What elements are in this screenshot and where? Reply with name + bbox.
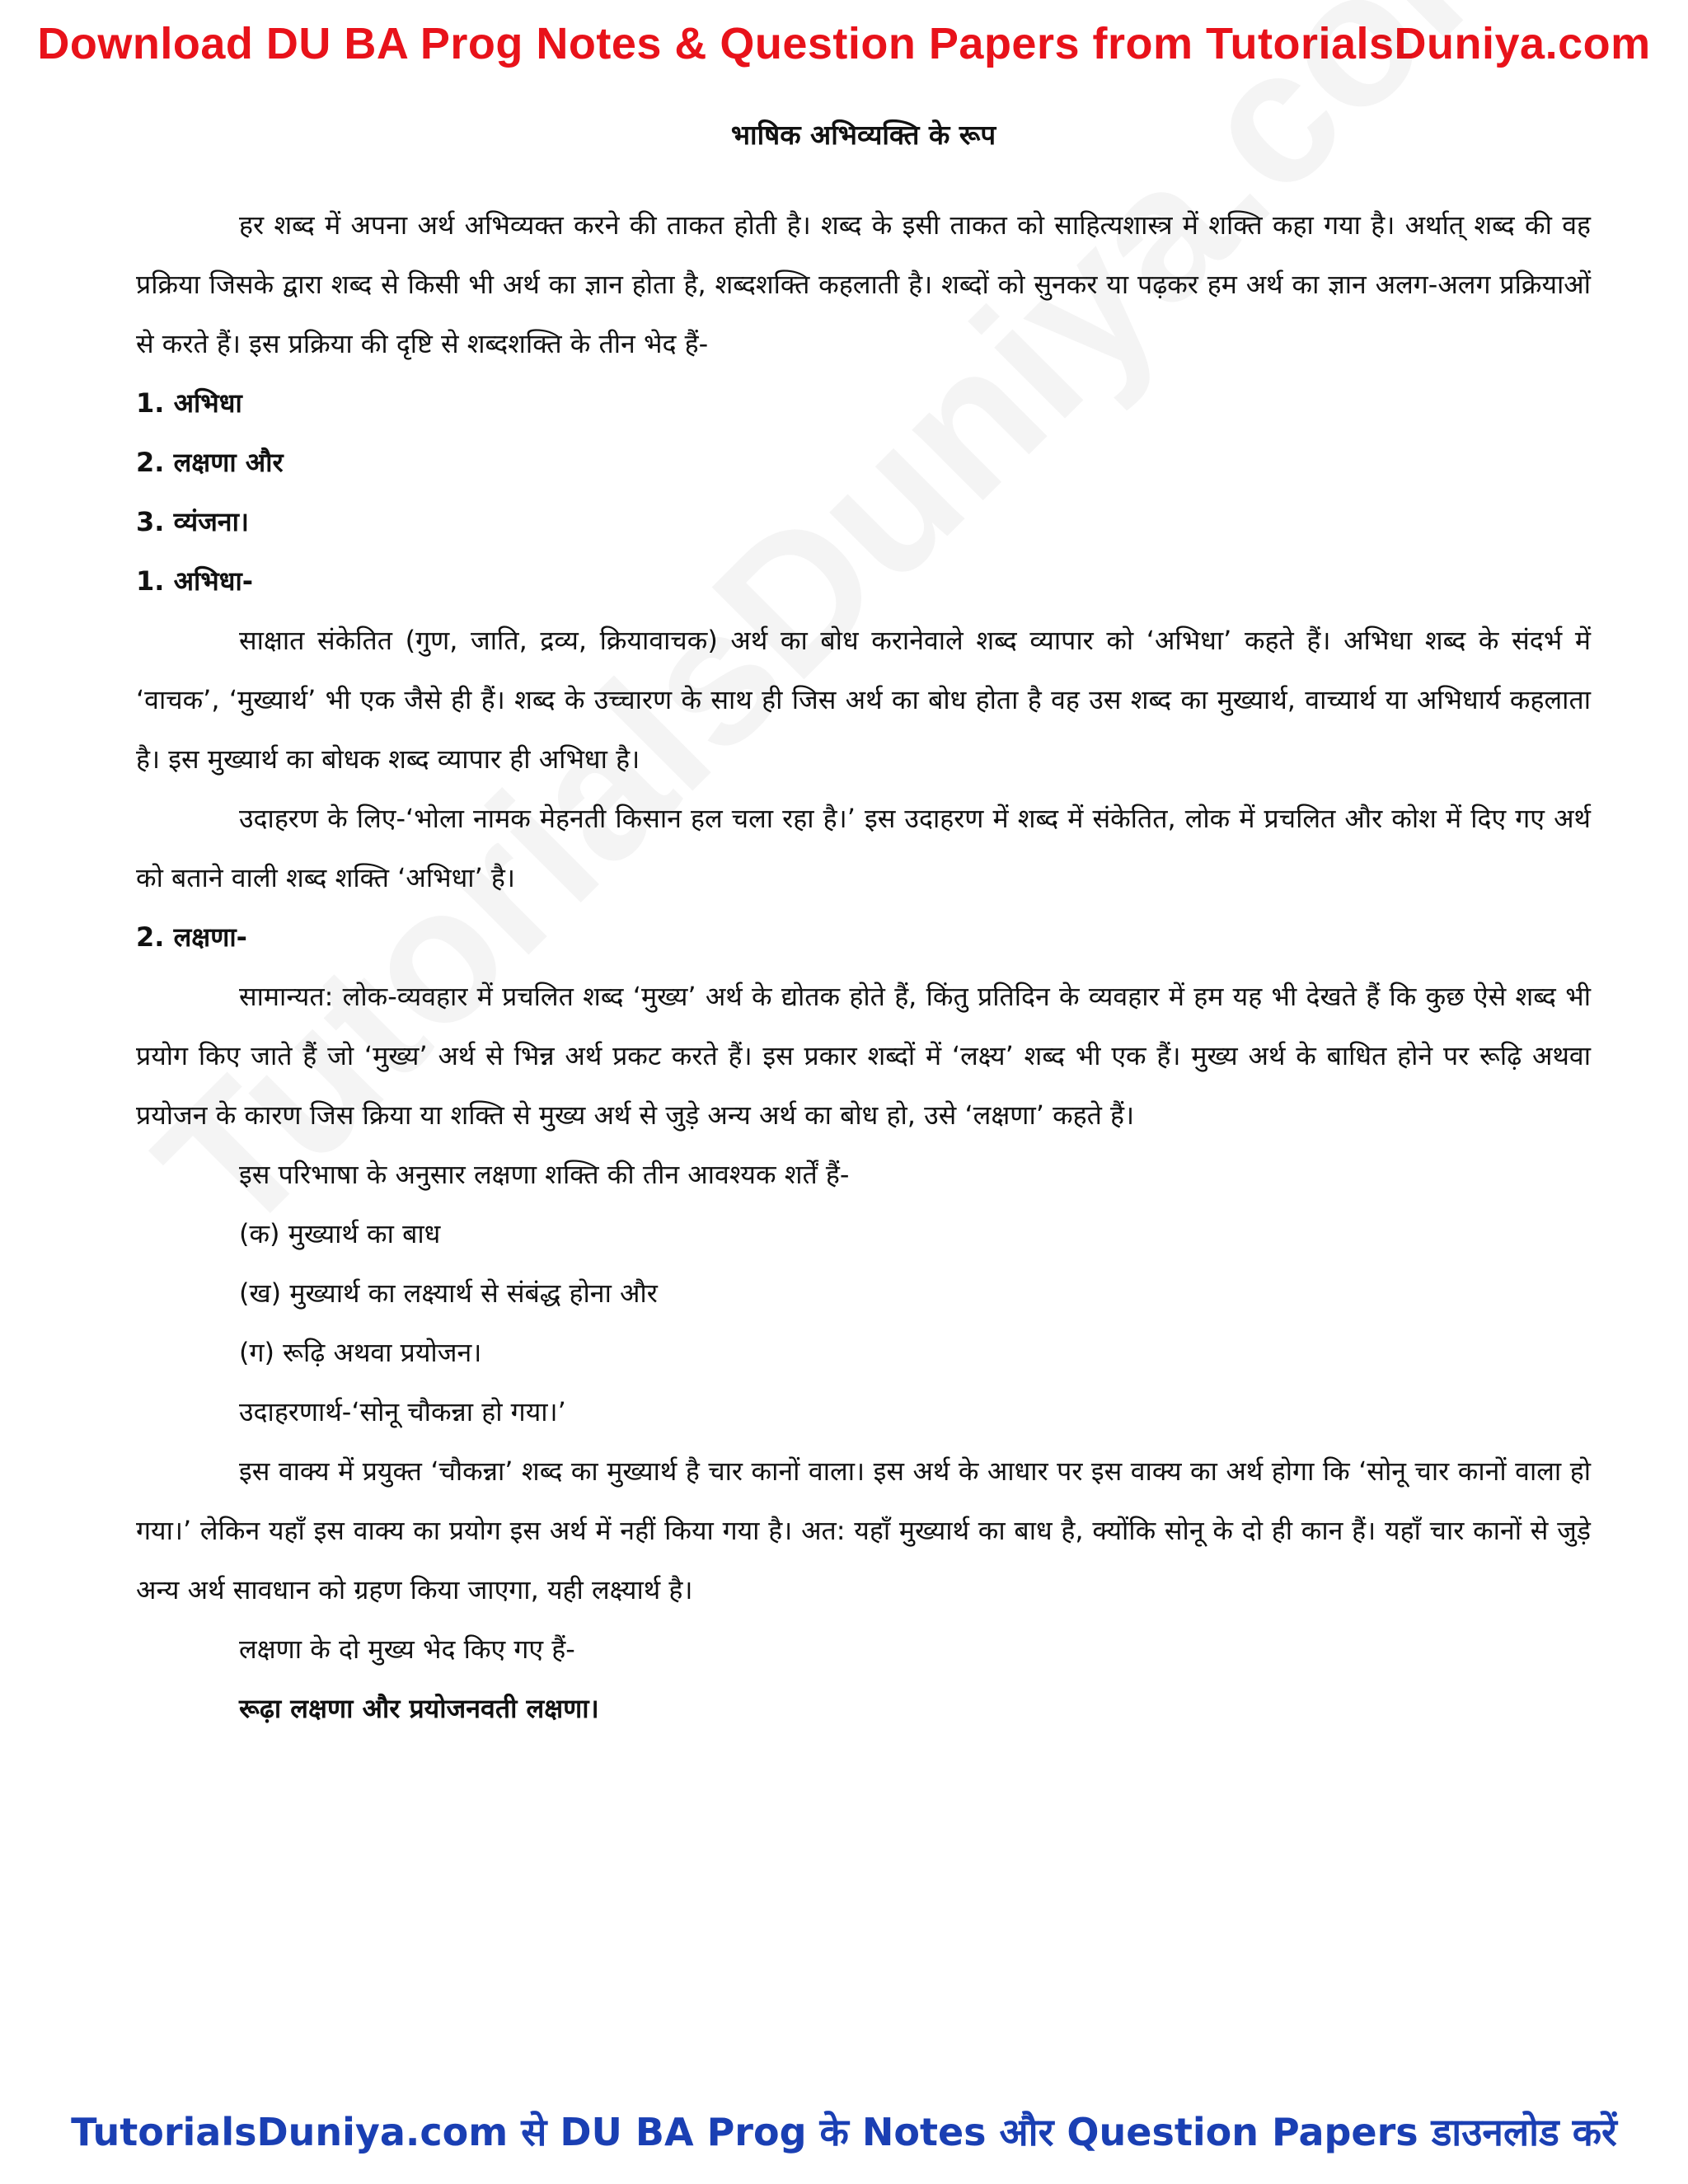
section-heading-lakshana: 2. लक्षणा-: [136, 921, 247, 953]
lakshana-paragraph-2: इस वाक्य में प्रयुक्त ‘चौकन्ना’ शब्द का मुख्यार्थ है चार कानों वाला। इस अर्थ के आधार पर इस वाक्य का अर्थ होगा कि ‘सोनू चार कानों वाला हो गया।’ लेकिन यहाँ इस वाक्य का प्रयोग इस अर्थ में नहीं किया गया है। अत: यहाँ मुख्यार्थ का बाध है, क्योंकि सोनू के दो ही कान हैं। यहाँ चार कानों से जुड़े अन्य अर्थ सावधान को ग्रहण किया जाएगा, यही लक्ष्यार्थ है।: [136, 1455, 1591, 1605]
condition-item: (क) मुख्यार्थ का बाध: [239, 1218, 441, 1249]
section-heading-abhidha: 1. अभिधा-: [136, 565, 254, 597]
list-item-abhidha: 1. अभिधा: [136, 387, 242, 419]
example-line: उदाहरणार्थ-‘सोनू चौकन्ना हो गया।’: [239, 1396, 566, 1427]
abhidha-paragraph-2: उदाहरण के लिए-‘भोला नामक मेहनती किसान हल चला रहा है।’ इस उदाहरण में शब्द में संकेतित, लोक में प्रचलित और कोश में दिए गए अर्थ को बताने वाली शब्द शक्ति ‘अभिधा’ है।: [136, 803, 1591, 893]
conditions-intro: इस परिभाषा के अनुसार लक्षणा शक्ति की तीन आवश्यक शर्तें हैं-: [239, 1159, 850, 1190]
footer-banner[interactable]: TutorialsDuniya.com से DU BA Prog के Notes और Question Papers डाउनलोड करें: [71, 2110, 1617, 2154]
condition-item: (ख) मुख्यार्थ का लक्ष्यार्थ से संबंद्ध होना और: [239, 1277, 658, 1309]
header-banner[interactable]: Download DU BA Prog Notes & Question Papers from TutorialsDuniya.com: [37, 19, 1651, 68]
intro-paragraph: हर शब्द में अपना अर्थ अभिव्यक्त करने की ताकत होती है। शब्द के इसी ताकत को साहित्यशास्त्र में शक्ति कहा गया है। अर्थात् शब्द की वह प्रक्रिया जिसके द्वारा शब्द से किसी भी अर्थ का ज्ञान होता है, शब्दशक्ति कहलाती है। शब्दों को सुनकर या पढ़कर हम अर्थ का ज्ञान अलग-अलग प्रक्रियाओं से करते हैं। इस प्रक्रिया की दृष्टि से शब्दशक्ति के तीन भेद हैं-: [136, 209, 1591, 359]
list-item-vyanjana: 3. व्यंजना।: [136, 506, 249, 537]
types-intro: लक्षणा के दो मुख्य भेद किए गए हैं-: [239, 1633, 575, 1665]
condition-item: (ग) रूढ़ि अथवा प्रयोजन।: [239, 1337, 482, 1368]
document-body: [136, 115, 1591, 1738]
lakshana-paragraph-1: सामान्यत: लोक-व्यवहार में प्रचलित शब्द ‘मुख्य’ अर्थ के द्योतक होते हैं, किंतु प्रतिदिन के व्यवहार में हम यह भी देखते हैं कि कुछ ऐसे शब्द भी प्रयोग किए जाते हैं जो ‘मुख्य’ अर्थ से भिन्न अर्थ प्रकट करते हैं। इस प्रकार शब्दों में ‘लक्ष्य’ शब्द भी एक हैं। मुख्य अर्थ के बाधित होने पर रूढ़ि अथवा प्रयोजन के कारण जिस क्रिया या शक्ति से मुख्य अर्थ से जुड़े अन्य अर्थ का बोध हो, उसे ‘लक्षणा’ कहते हैं।: [136, 981, 1591, 1131]
list-item-lakshana: 2. लक्षणा और: [136, 447, 284, 478]
lakshana-types: रूढ़ा लक्षणा और प्रयोजनवती लक्षणा।: [239, 1693, 599, 1724]
page-title: भाषिक अभिव्यक्ति के रूप: [730, 119, 996, 151]
abhidha-paragraph-1: साक्षात संकेतित (गुण, जाति, द्रव्य, क्रियावाचक) अर्थ का बोध करानेवाले शब्द व्यापार को ‘अभिधा’ कहते हैं। अभिधा शब्द के संदर्भ में ‘वाचक’, ‘मुख्यार्थ’ भी एक जैसे ही हैं। शब्द के उच्चारण के साथ ही जिस अर्थ का बोध होता है वह उस शब्द का मुख्यार्थ, वाच्यार्थ या अभिधार्य कहलाता है। इस मुख्यार्थ का बोधक शब्द व्यापार ही अभिधा है।: [136, 625, 1591, 775]
